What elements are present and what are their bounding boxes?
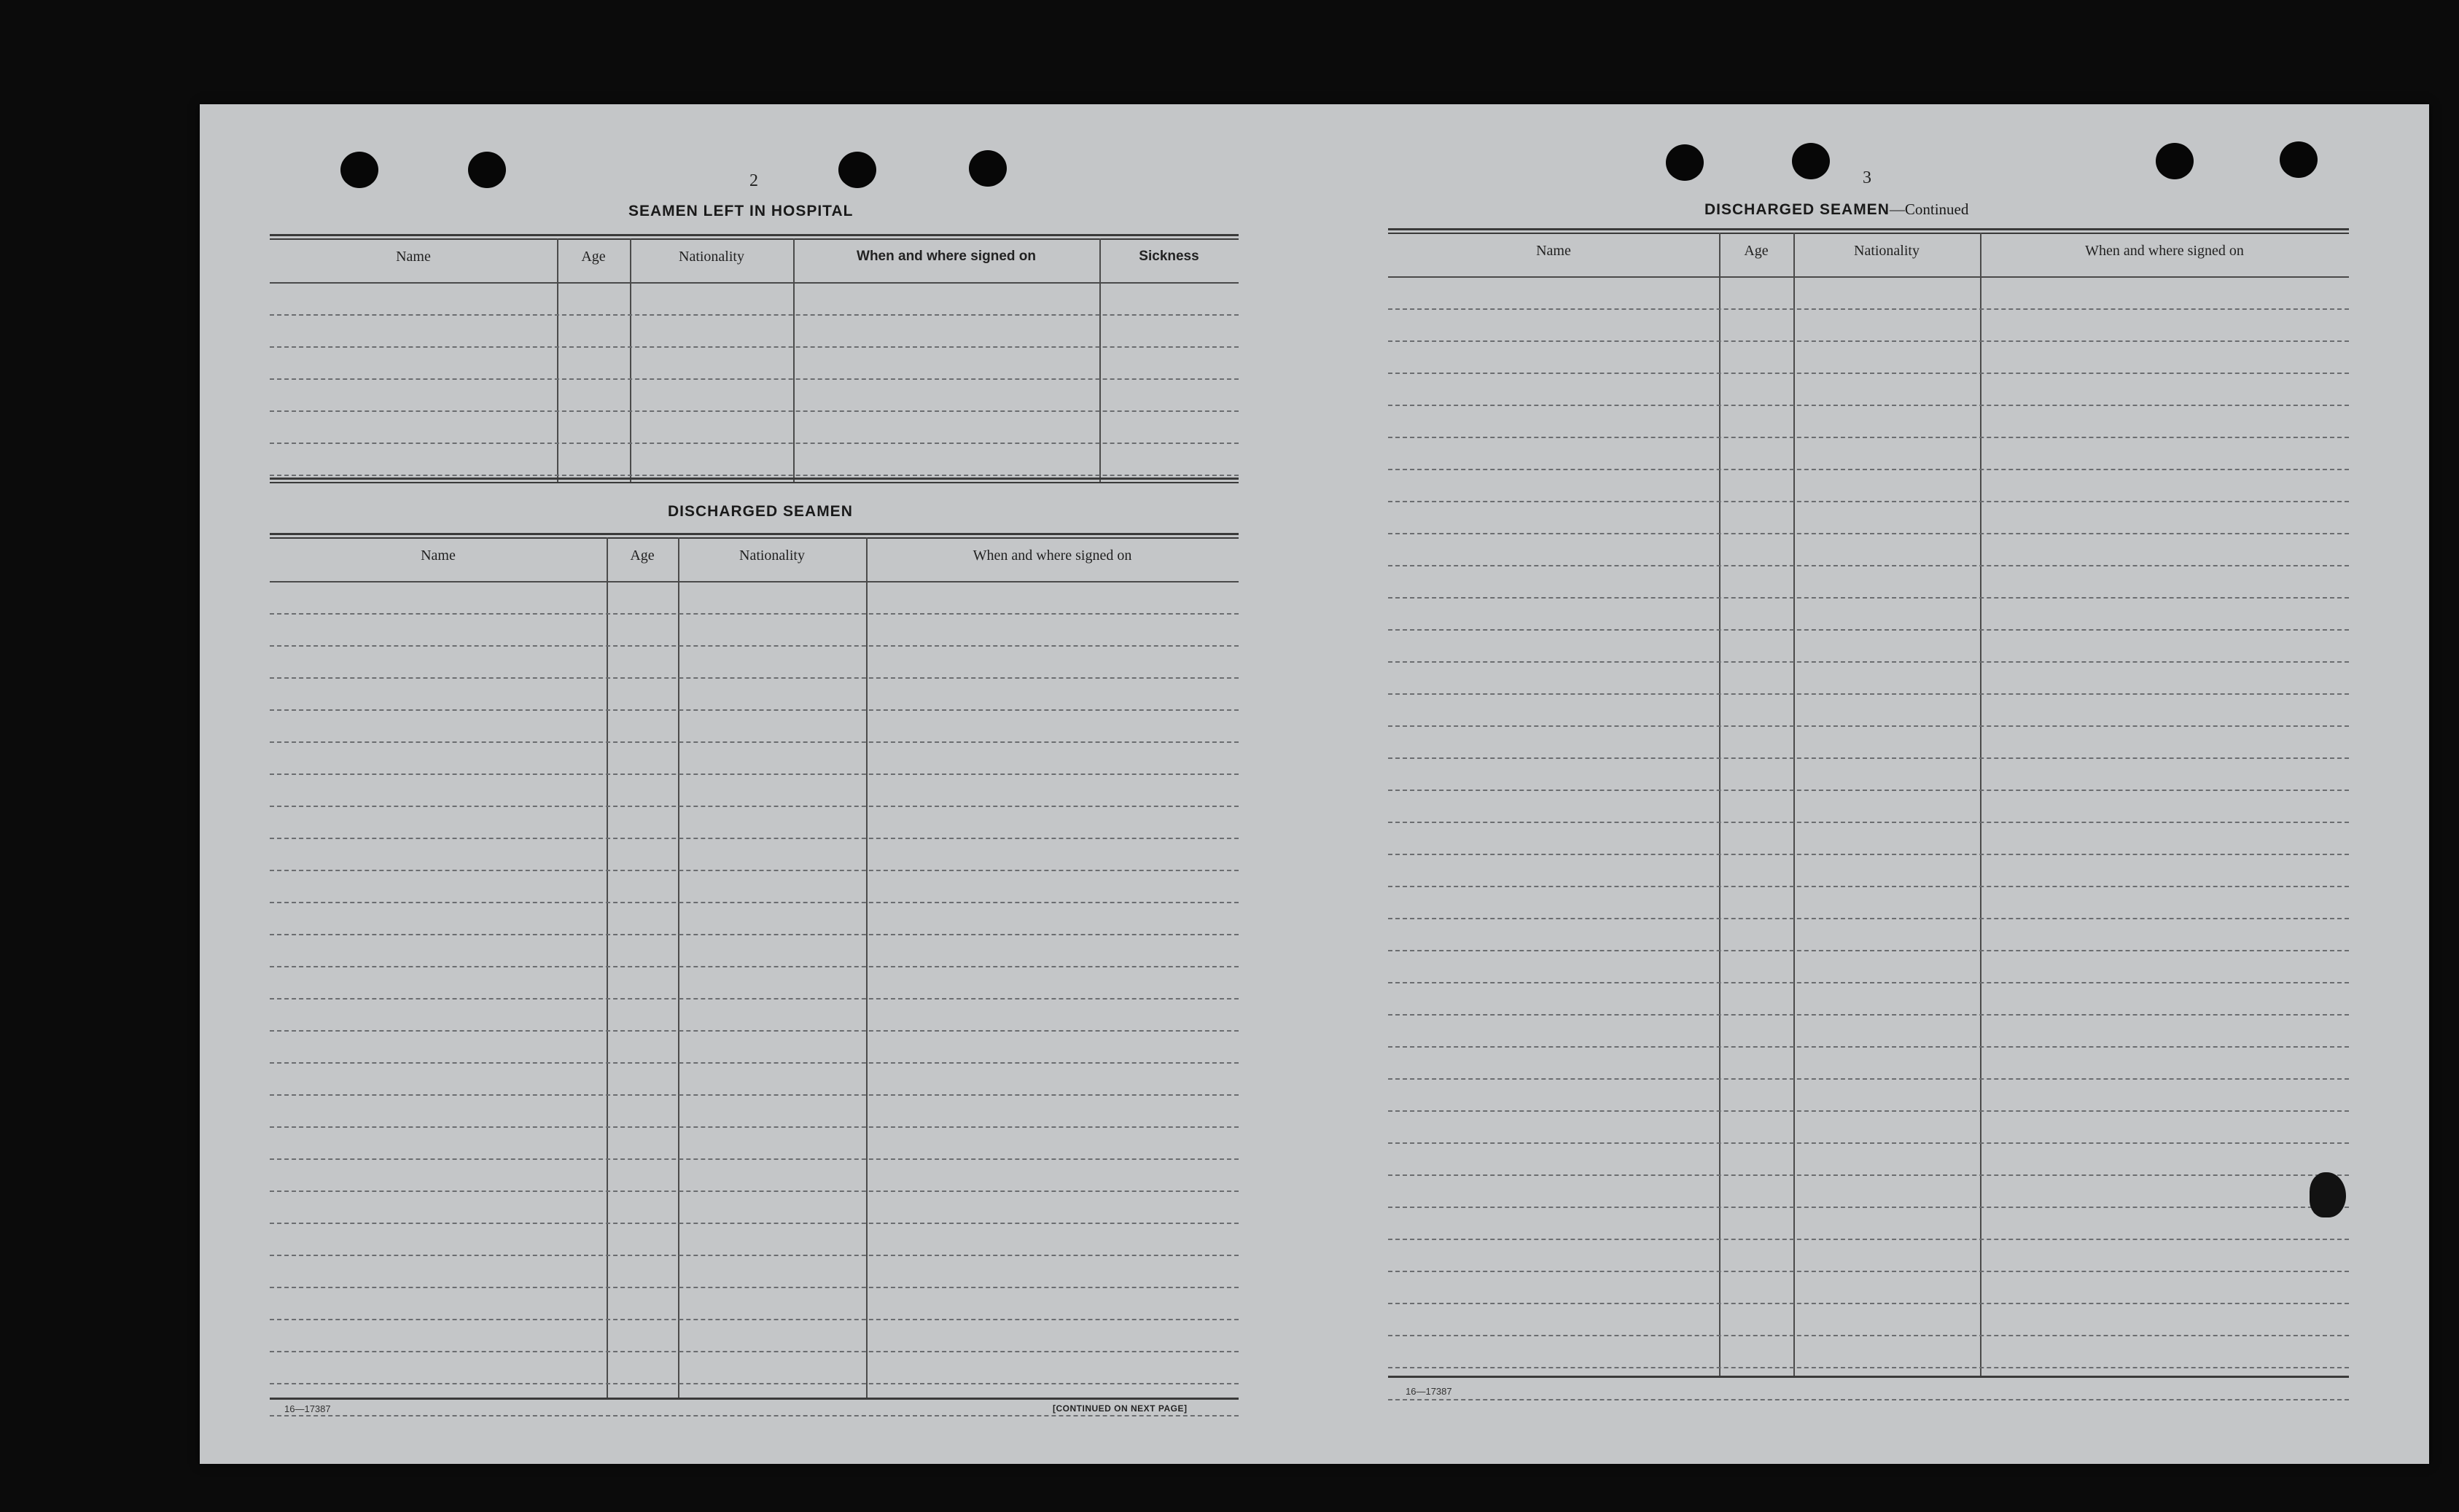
column-header-name: Name — [421, 547, 456, 564]
column-header-name: Name — [396, 249, 431, 265]
punch-hole — [969, 150, 1007, 187]
table-row — [270, 378, 1239, 380]
column-header-signed-on: When and where signed on — [973, 547, 1132, 564]
page-number-left: 2 — [749, 171, 758, 190]
table-row — [1388, 629, 2349, 631]
form-number-right: 16—17387 — [1406, 1386, 1452, 1397]
table-row — [1388, 693, 2349, 695]
table-row — [270, 1094, 1239, 1096]
table-row — [270, 1351, 1239, 1352]
page-number-right: 3 — [1863, 168, 1871, 187]
table-row — [270, 443, 1239, 444]
table-row — [1388, 565, 2349, 566]
table-row — [270, 838, 1239, 839]
column-header-sickness: Sickness — [1139, 249, 1199, 264]
table-row — [1388, 1142, 2349, 1144]
table-row — [1388, 790, 2349, 791]
table-row — [1388, 340, 2349, 342]
table-row — [270, 677, 1239, 679]
table-row — [270, 1126, 1239, 1128]
table-row — [1388, 661, 2349, 663]
form-number-left: 16—17387 — [284, 1403, 331, 1414]
table-row — [270, 645, 1239, 647]
table-row — [270, 934, 1239, 935]
table-row — [270, 741, 1239, 743]
table-row — [1388, 822, 2349, 823]
table-row — [1388, 1014, 2349, 1016]
table-row — [1388, 1303, 2349, 1304]
table-row — [1388, 757, 2349, 759]
ledger-spread — [200, 104, 2429, 1464]
ink-stain — [2310, 1172, 2346, 1217]
table-row — [270, 998, 1239, 999]
table-row — [1388, 1367, 2349, 1368]
table-row — [270, 1255, 1239, 1256]
table-row — [270, 1415, 1239, 1416]
table-row — [270, 966, 1239, 967]
punch-hole — [2280, 141, 2318, 178]
column-header-signed-on: When and where signed on — [2085, 243, 2244, 259]
table-row — [1388, 1239, 2349, 1240]
table-row — [1388, 1271, 2349, 1272]
table-row — [270, 1319, 1239, 1320]
table-row — [270, 1158, 1239, 1160]
table-row — [270, 902, 1239, 903]
continued-note: [CONTINUED ON NEXT PAGE] — [1053, 1403, 1188, 1414]
table-row — [1388, 501, 2349, 502]
discharged-continued-title: DISCHARGED SEAMEN—Continued — [1704, 200, 1969, 218]
table-row — [270, 709, 1239, 711]
column-header-age: Age — [581, 249, 606, 265]
punch-hole — [468, 152, 506, 188]
punch-hole — [838, 152, 876, 188]
table-row — [1388, 725, 2349, 727]
table-row — [270, 1062, 1239, 1064]
column-header-age: Age — [630, 547, 655, 564]
punch-hole — [2156, 143, 2194, 179]
table-row — [1388, 405, 2349, 406]
table-row — [270, 314, 1239, 316]
discharged-section-title: DISCHARGED SEAMEN — [668, 503, 853, 520]
table-row — [270, 870, 1239, 871]
table-row — [1388, 1046, 2349, 1048]
column-header-signed-on: When and where signed on — [857, 249, 1036, 264]
table-row — [270, 1190, 1239, 1192]
table-row — [1388, 854, 2349, 855]
table-row — [1388, 373, 2349, 374]
punch-hole — [340, 152, 378, 188]
table-row — [270, 410, 1239, 412]
table-row — [1388, 1078, 2349, 1080]
column-header-nationality: Nationality — [1854, 243, 1920, 259]
column-header-age: Age — [1744, 243, 1769, 259]
table-row — [270, 613, 1239, 615]
table-row — [1388, 950, 2349, 951]
column-header-name: Name — [1536, 243, 1571, 259]
table-row — [270, 475, 1239, 476]
table-row — [1388, 982, 2349, 983]
table-row — [270, 773, 1239, 775]
hospital-table — [270, 234, 1239, 486]
table-row — [1388, 1335, 2349, 1336]
punch-hole — [1792, 143, 1830, 179]
table-row — [270, 1287, 1239, 1288]
table-row — [270, 1223, 1239, 1224]
table-row — [270, 806, 1239, 807]
discharged-table-left — [270, 533, 1239, 1400]
table-row — [1388, 469, 2349, 470]
column-header-nationality: Nationality — [739, 547, 805, 564]
table-row — [1388, 597, 2349, 599]
table-row — [1388, 1207, 2349, 1208]
table-row — [270, 346, 1239, 348]
table-row — [1388, 1110, 2349, 1112]
hospital-section-title: SEAMEN LEFT IN HOSPITAL — [628, 203, 854, 219]
discharged-table-right — [1388, 228, 2349, 1380]
table-row — [270, 1030, 1239, 1032]
table-row — [270, 1383, 1239, 1384]
table-row — [1388, 1399, 2349, 1400]
table-row — [1388, 1174, 2349, 1176]
table-row — [1388, 533, 2349, 534]
table-row — [1388, 308, 2349, 310]
table-row — [1388, 886, 2349, 887]
table-row — [1388, 918, 2349, 919]
table-row — [1388, 437, 2349, 438]
punch-hole — [1666, 144, 1704, 181]
column-header-nationality: Nationality — [679, 249, 744, 265]
